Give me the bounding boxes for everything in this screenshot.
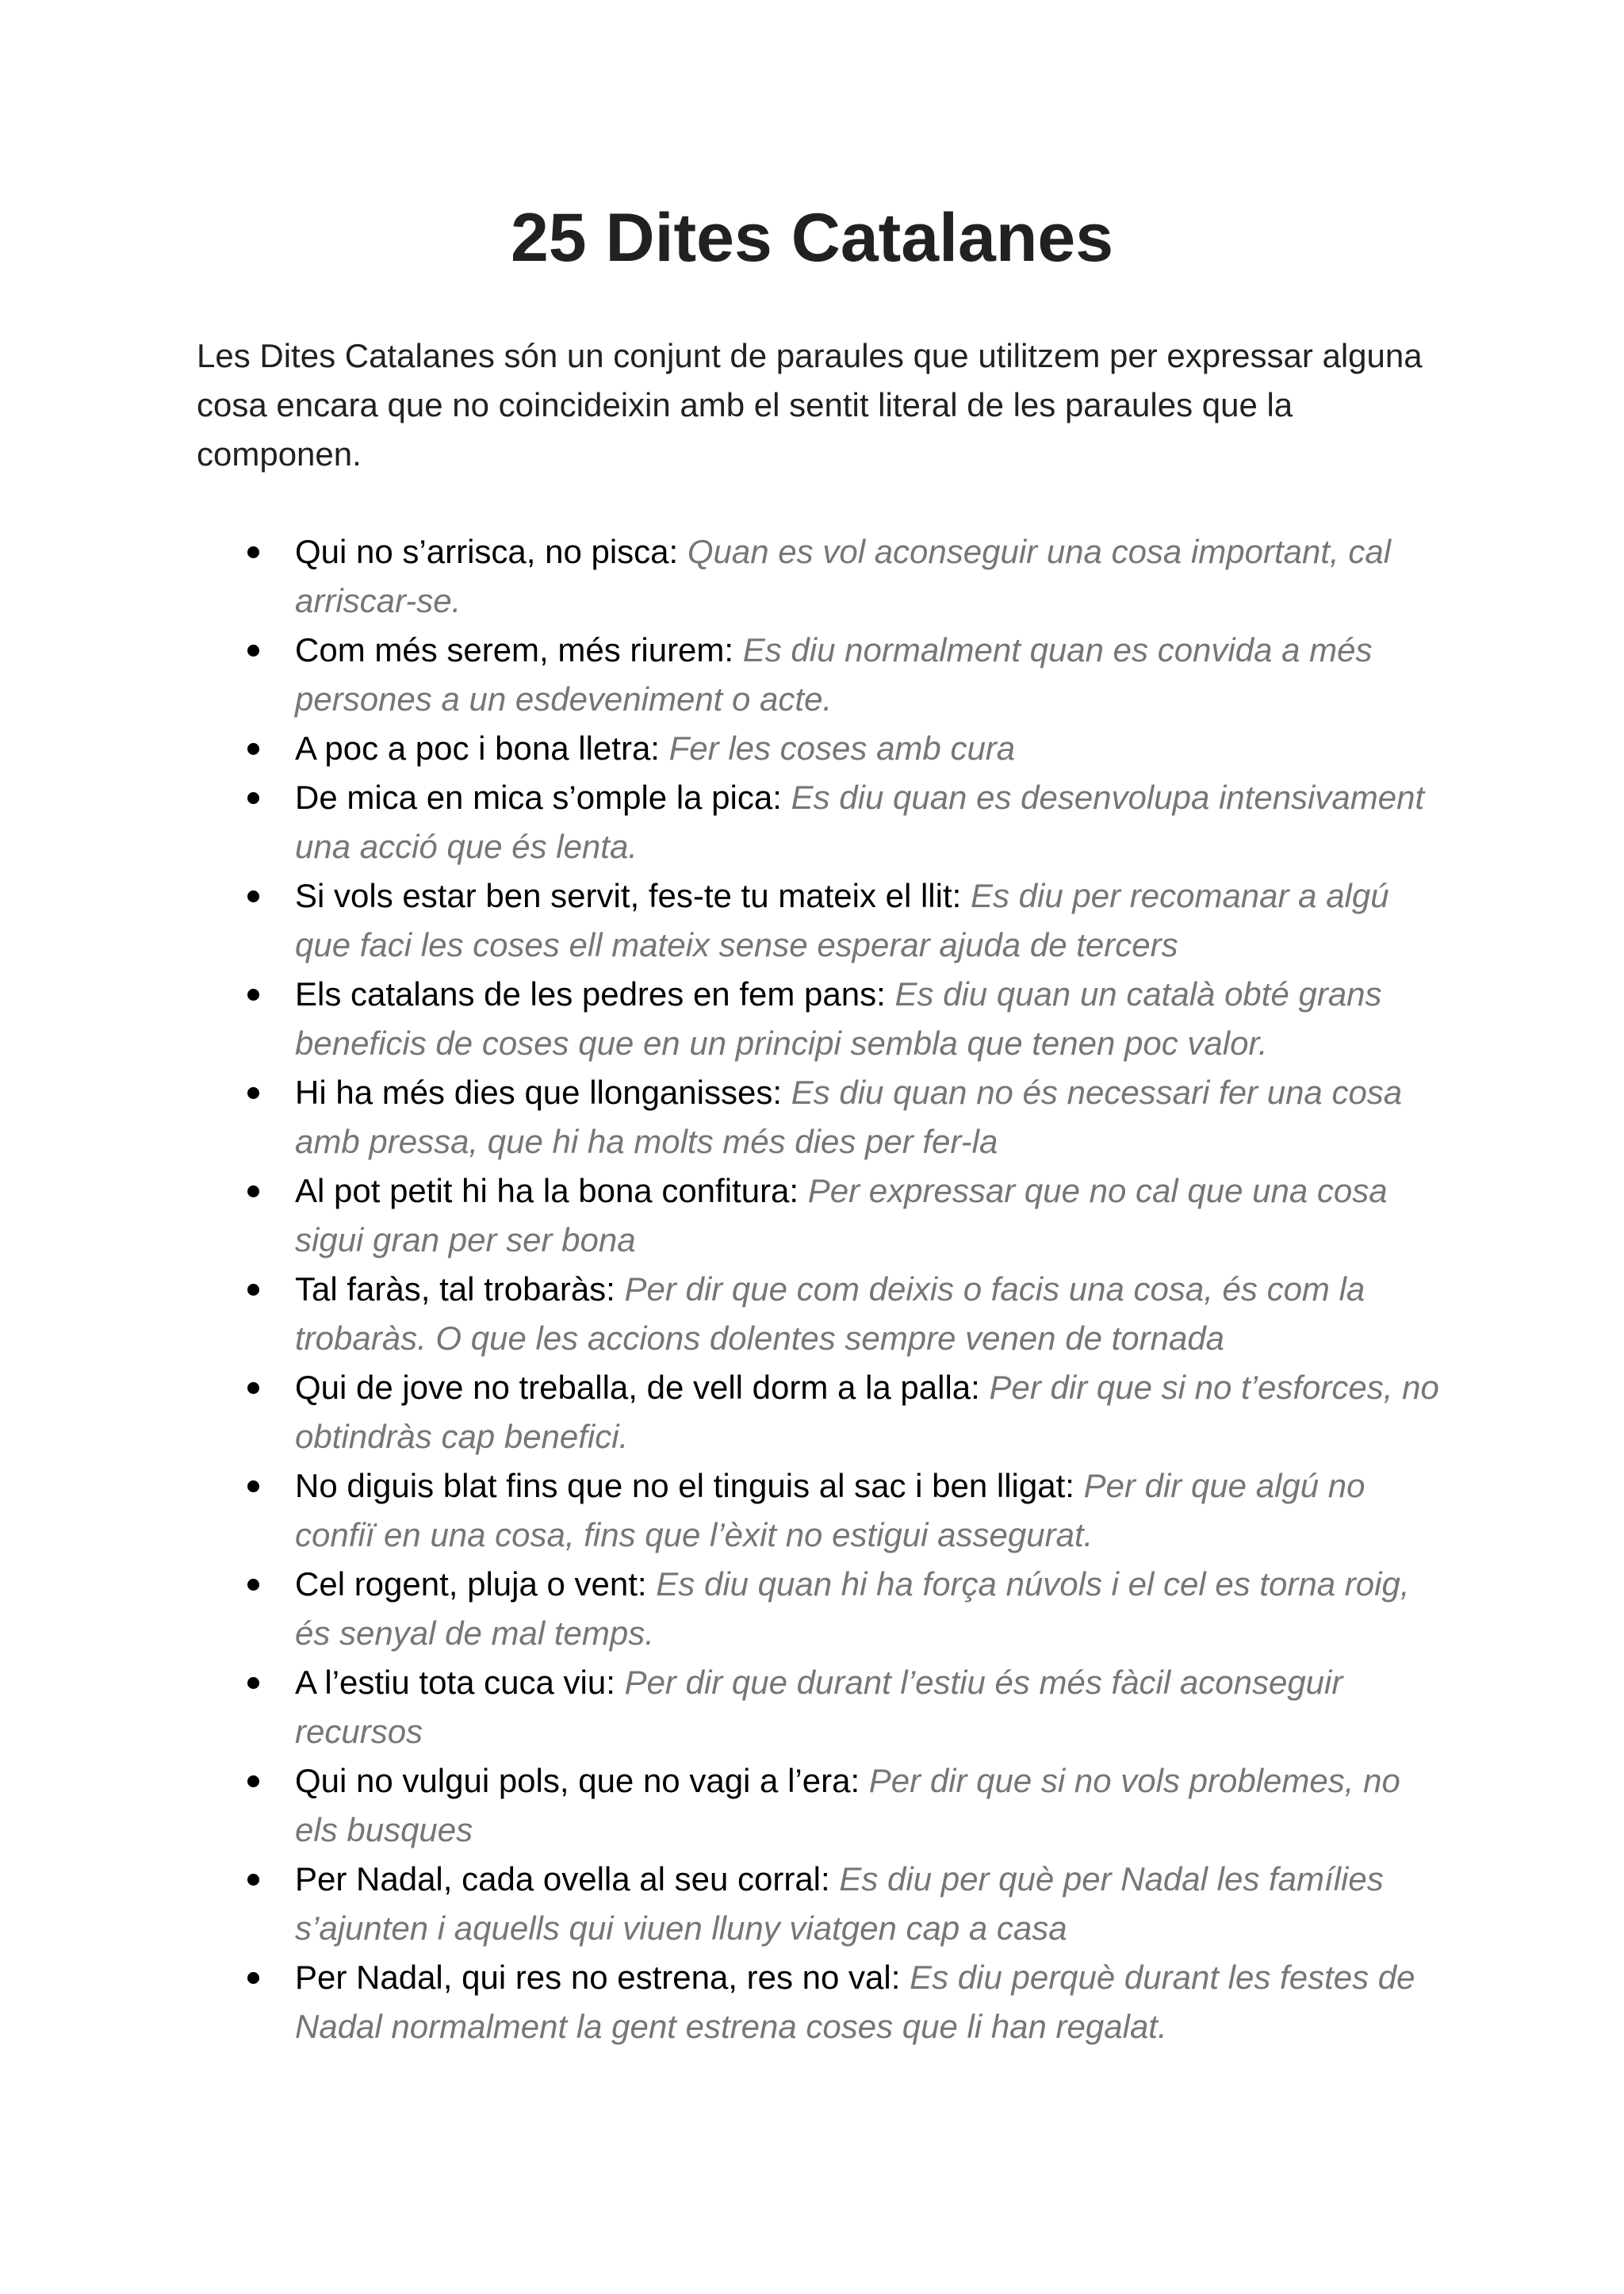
list-item [197,1953,1450,2051]
bullet-icon [247,1972,259,1984]
bullet-icon [247,1185,259,1197]
meaning-text: Quan es vol aconseguir una cosa important, cal arriscar-se. [295,533,1392,619]
list-item [197,724,1450,773]
meaning-text: Per dir que si no t’esforces, no obtindràs cap benefici. [295,1369,1439,1455]
list-item [197,527,1450,626]
saying-text: Tal faràs, tal trobaràs: [295,1270,615,1308]
list-item [197,871,1450,970]
saying-text: Els catalans de les pedres en fem pans: [295,975,886,1013]
saying-text: Cel rogent, pluja o vent: [295,1565,647,1603]
saying-text: Al pot petit hi ha la bona confitura: [295,1172,799,1209]
list-item [197,1756,1450,1855]
bullet-icon [247,546,259,558]
saying-text: Qui no vulgui pols, que no vagi a l’era: [295,1762,860,1799]
saying-text: Hi ha més dies que llonganisses: [295,1074,783,1111]
list-item [197,1265,1450,1363]
saying-text: A poc a poc i bona lletra: [295,730,660,767]
saying-text: A l’estiu tota cuca viu: [295,1664,615,1701]
bullet-icon [247,645,259,657]
meaning-text: Es diu per recomanar a algú que faci les coses ell mateix sense esperar ajuda de tercers [295,877,1389,963]
list-item [197,773,1450,871]
meaning-text: Es diu quan hi ha força núvols i el cel es torna roig, és senyal de mal temps. [295,1565,1410,1652]
bullet-icon [247,1579,259,1591]
bullet-icon [247,743,259,755]
list-item [197,1166,1450,1265]
saying-text: Com més serem, més riurem: [295,631,734,668]
saying-text: Per Nadal, cada ovella al seu corral: [295,1860,830,1898]
list-item [197,1461,1450,1560]
bullet-icon [247,890,259,902]
bullet-icon [247,1677,259,1689]
meaning-text: Per dir que algú no confiï en una cosa, fins que l’èxit no estigui assegurat. [295,1467,1365,1553]
meaning-text: Per dir que durant l’estiu és més fàcil aconseguir recursos [295,1664,1343,1750]
saying-text: Per Nadal, qui res no estrena, res no val: [295,1959,901,1996]
bullet-icon [247,792,259,804]
bullet-icon [247,1284,259,1296]
meaning-text: Es diu quan no és necessari fer una cosa amb pressa, que hi ha molts més dies per fer-la [295,1074,1403,1160]
meaning-text: Es diu quan es desenvolupa intensivament una acció que és lenta. [295,779,1425,865]
meaning-text: Es diu normalment quan es convida a més persones a un esdeveniment o acte. [295,631,1373,718]
bullet-icon [247,1874,259,1886]
list-item [197,1068,1450,1166]
bullet-icon [247,1775,259,1787]
list-item [197,1560,1450,1658]
saying-text: Si vols estar ben servit, fes-te tu mateix el llit: [295,877,962,914]
page-title: 25 Dites Catalanes [510,200,1114,276]
saying-text: Qui no s’arrisca, no pisca: [295,533,679,570]
list-item [197,1855,1450,1953]
bullet-icon [247,1382,259,1394]
list-item [197,1363,1450,1461]
bullet-icon [247,1480,259,1492]
intro-paragraph: Les Dites Catalanes són un conjunt de paraules que utilitzem per expressar alguna cosa encara que no coincideixin amb el sentit literal de les paraules que la componen. [197,337,1423,473]
meaning-text: Per dir que si no vols problemes, no els busques [295,1762,1400,1848]
sayings-list [197,527,1450,2051]
saying-text: Qui de jove no treballa, de vell dorm a la palla: [295,1369,980,1406]
meaning-text: Es diu per què per Nadal les famílies s’ajunten i aquells qui viuen lluny viatgen cap a casa [295,1860,1384,1947]
list-item [197,970,1450,1068]
list-item [197,626,1450,724]
list-item [197,1658,1450,1756]
bullet-icon [247,1087,259,1099]
bullet-icon [247,989,259,1001]
saying-text: No diguis blat fins que no el tinguis al sac i ben lligat: [295,1467,1074,1504]
meaning-text: Per expressar que no cal que una cosa sigui gran per ser bona [295,1172,1388,1258]
meaning-text: Es diu perquè durant les festes de Nadal normalment la gent estrena coses que li han regalat. [295,1959,1415,2045]
saying-text: De mica en mica s’omple la pica: [295,779,782,816]
meaning-text: Es diu quan un català obté grans beneficis de coses que en un principi sembla que tenen poc valor. [295,975,1382,1062]
meaning-text: Per dir que com deixis o facis una cosa, és com la trobaràs. O que les accions dolentes sempre venen de tornada [295,1270,1365,1357]
meaning-text: Fer les coses amb cura [668,730,1016,767]
